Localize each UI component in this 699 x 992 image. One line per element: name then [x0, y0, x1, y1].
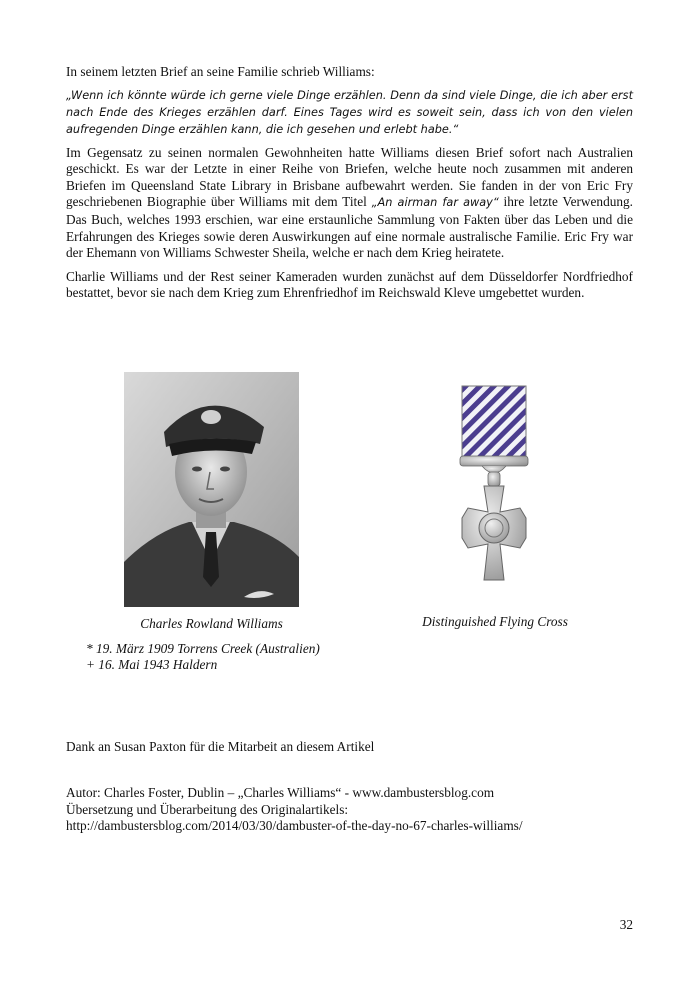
intro-block — [66, 64, 633, 302]
portrait-photo — [124, 372, 299, 607]
source-url: http://dambustersblog.com/2014/03/30/dambuster-of-the-day-no-67-charles-williams/ — [66, 818, 523, 834]
distinguished-flying-cross-image — [440, 380, 550, 600]
book-title: „An airman far away“ — [371, 196, 499, 210]
author-credit: Autor: Charles Foster, Dublin – „Charles Williams“ - www.dambustersblog.com — [66, 785, 495, 800]
paragraph-burial: Charlie Williams und der Rest seiner Kameraden wurden zunächst auf dem Düsseldorfer Nordfriedhof bestattet, bevor sie nach dem Krieg zum Ehrenfriedhof im Reichswald Kleve umgebettet wurden. — [66, 268, 633, 301]
intro-line: In seinem letzten Brief an seine Familie schrieb Williams: — [66, 64, 375, 79]
paragraph-text-1: Im Gegensatz zu seinen normalen Gewohnheiten hatte Williams diesen Brief sofort nach Australien geschickt. Es war der Letzte in einer Reihe von Briefen, welche heute noch zusammen mit anderen Briefen im Queensland State Library in Brisbane aufbewahrt werden. Sie fanden in der von Eric Fry geschriebenen Biographie über Williams mit dem Titel — [66, 144, 633, 210]
credits-block — [66, 785, 633, 835]
paragraph-letter-history — [66, 145, 633, 262]
death-date: + 16. Mai 1943 Haldern — [86, 657, 218, 672]
acknowledgement: Dank an Susan Paxton für die Mitarbeit an diesem Artikel — [66, 739, 375, 754]
medal-caption: Distinguished Flying Cross — [422, 614, 568, 629]
paragraph-text-2: ihre letzte Verwendung. Das Buch, welches 1993 erschien, war eine erstaunliche Sammlung von Fakten über das Leben und die Erfahrungen des Krieges sowie deren Auswirkungen auf eine normale australische Familie. Eric Fry war der Ehemann von Williams Schwester Sheila, welche er nach dem Krieg heiratete. — [66, 194, 633, 261]
letter-quote: „Wenn ich könnte würde ich gerne viele Dinge erzählen. Denn da sind viele Dinge, die ich aber erst nach Ende des Krieges erzählen darf. Eines Tages wird es soweit sein, dass ich von den vielen aufregenden Dinge erzählen kann, die ich gesehen und erlebt habe.“ — [66, 88, 633, 136]
translation-credit: Übersetzung und Überarbeitung des Originalartikels: — [66, 801, 349, 817]
birth-date: * 19. März 1909 Torrens Creek (Australien) — [86, 641, 320, 656]
photo-caption: Charles Rowland Williams — [140, 616, 283, 631]
page-number: 32 — [619, 917, 633, 932]
